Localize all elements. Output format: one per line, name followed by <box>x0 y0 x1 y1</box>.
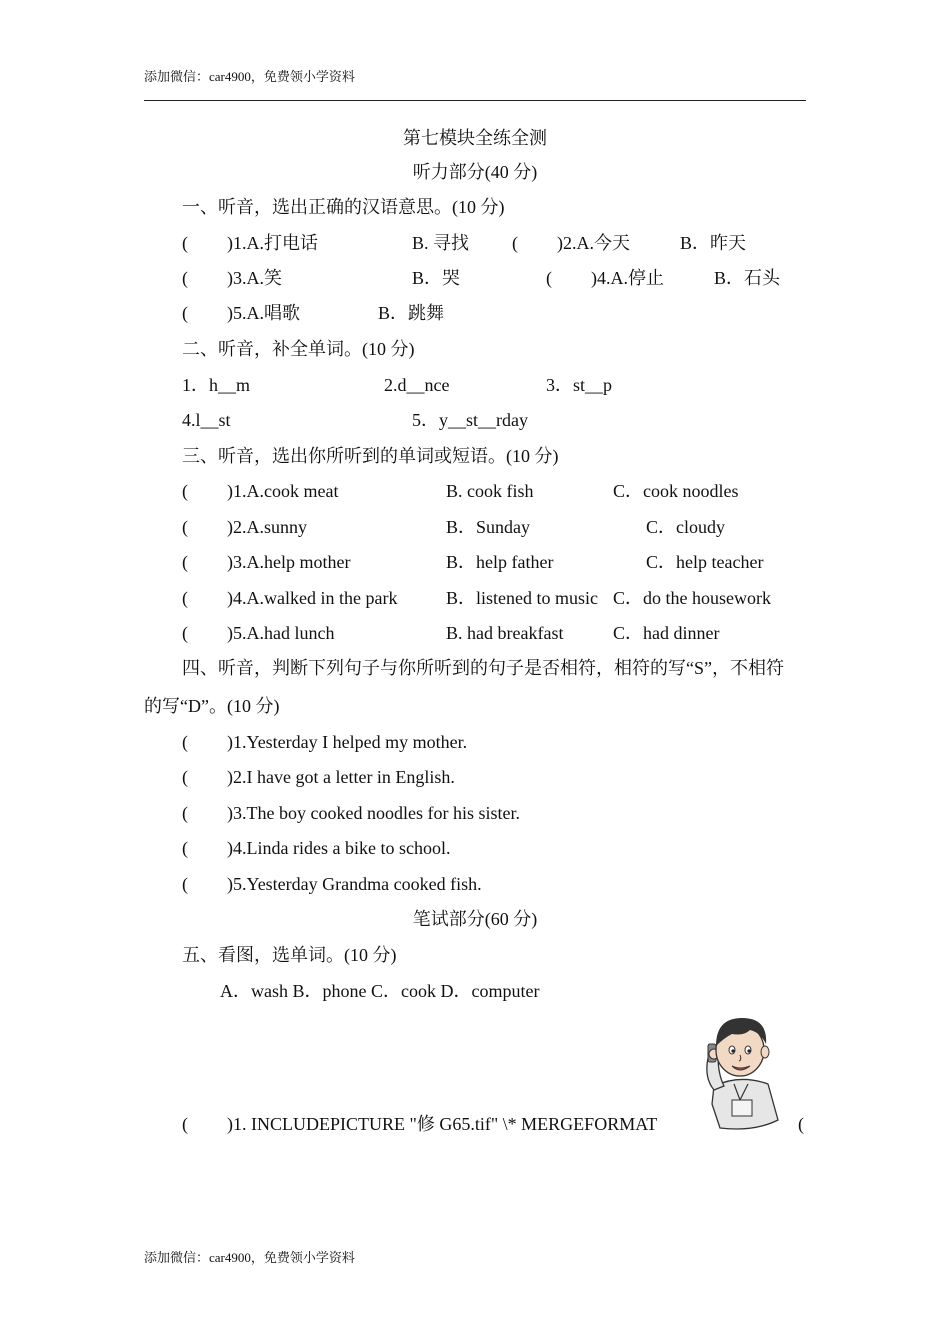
s3-item2-b: B．Sunday <box>446 517 531 537</box>
s1-item1-b: B. 寻找 <box>412 233 470 253</box>
s3-item2-c: C．cloudy <box>646 517 725 537</box>
s3-item4-a: )4.A.walked in the park <box>227 588 398 608</box>
s4-item1-paren: ( <box>182 732 188 752</box>
s3-item3-b: B．help father <box>446 552 554 572</box>
s1-heading: 一、听音，选出正确的汉语意思。(10 分) <box>182 197 505 217</box>
s3-item3-paren: ( <box>182 552 188 572</box>
s3-item1-a: )1.A.cook meat <box>227 481 339 501</box>
s5-options: A．wash B．phone C．cook D．computer <box>220 981 540 1001</box>
writing-title: 笔试部分(60 分) <box>412 909 538 929</box>
s2-word-5: 5．y__st__rday <box>412 410 528 430</box>
s4-item5-paren: ( <box>182 874 188 894</box>
s5-item2-paren: ( <box>798 1114 804 1134</box>
s2-word-2: 2.d__nce <box>384 375 450 395</box>
s3-item5-paren: ( <box>182 623 188 643</box>
s3-item4-c: C．do the housework <box>613 588 771 608</box>
s5-heading: 五、看图，选单词。(10 分) <box>182 945 397 965</box>
s4-item4-paren: ( <box>182 838 188 858</box>
s1-item4-a: )4.A.停止 <box>591 268 664 288</box>
s3-item3-a: )3.A.help mother <box>227 552 351 572</box>
s4-item3-paren: ( <box>182 803 188 823</box>
s4-item2-paren: ( <box>182 767 188 787</box>
s1-item4-paren: ( <box>546 268 552 288</box>
s4-heading-line1: 四、听音，判断下列句子与你所听到的句子是否相符，相符的写“S”，不相符 <box>182 658 784 678</box>
s1-item1-paren: ( <box>182 233 188 253</box>
s2-heading: 二、听音，补全单词。(10 分) <box>182 339 415 359</box>
s1-item3-paren: ( <box>182 268 188 288</box>
s1-item2-b: B．昨天 <box>680 233 747 253</box>
page-title: 第七模块全练全测 <box>403 128 547 148</box>
listening-title: 听力部分(40 分) <box>412 162 538 182</box>
s1-item5-b: B．跳舞 <box>378 303 445 323</box>
footer-note: 添加微信：car4900，免费领小学资料 <box>144 1250 355 1265</box>
s3-item2-paren: ( <box>182 517 188 537</box>
s4-item1: )1.Yesterday I helped my mother. <box>227 732 468 752</box>
s4-item4: )4.Linda rides a bike to school. <box>227 838 451 858</box>
s3-item1-paren: ( <box>182 481 188 501</box>
s4-item2: )2.I have got a letter in English. <box>227 767 455 787</box>
s4-item5: )5.Yesterday Grandma cooked fish. <box>227 874 482 894</box>
s4-heading-line2: 的写“D”。(10 分) <box>144 696 280 716</box>
s3-item3-c: C．help teacher <box>646 552 764 572</box>
s3-heading: 三、听音，选出你所听到的单词或短语。(10 分) <box>182 446 559 466</box>
s1-item5-a: )5.A.唱歌 <box>227 303 300 323</box>
s2-word-4: 4.l__st <box>182 410 231 430</box>
s3-item5-c: C．had dinner <box>613 623 720 643</box>
s1-item3-a: )3.A.笑 <box>227 268 282 288</box>
s1-item2-paren: ( <box>512 233 518 253</box>
s3-item5-a: )5.A.had lunch <box>227 623 335 643</box>
s4-item3: )3.The boy cooked noodles for his sister. <box>227 803 520 823</box>
s3-item4-b: B．listened to music <box>446 588 598 608</box>
s1-item4-b: B．石头 <box>714 268 781 288</box>
s3-item5-b: B. had breakfast <box>446 623 564 643</box>
boy-on-phone-illustration <box>694 1008 786 1132</box>
s5-item1-paren: ( <box>182 1114 188 1134</box>
s3-item4-paren: ( <box>182 588 188 608</box>
s5-item1: )1. INCLUDEPICTURE "修 G65.tif" \* MERGEFORMAT <box>227 1114 658 1134</box>
s3-item1-b: B. cook fish <box>446 481 534 501</box>
header-rule <box>144 100 806 101</box>
s3-item2-a: )2.A.sunny <box>227 517 307 537</box>
s1-item1-a: )1.A.打电话 <box>227 233 318 253</box>
s1-item2-a: )2.A.今天 <box>557 233 630 253</box>
s1-item3-b: B．哭 <box>412 268 461 288</box>
s2-word-1: 1．h__m <box>182 375 251 395</box>
header-note: 添加微信：car4900，免费领小学资料 <box>144 69 355 84</box>
s1-item5-paren: ( <box>182 303 188 323</box>
s2-word-3: 3．st__p <box>546 375 613 395</box>
s3-item1-c: C．cook noodles <box>613 481 739 501</box>
